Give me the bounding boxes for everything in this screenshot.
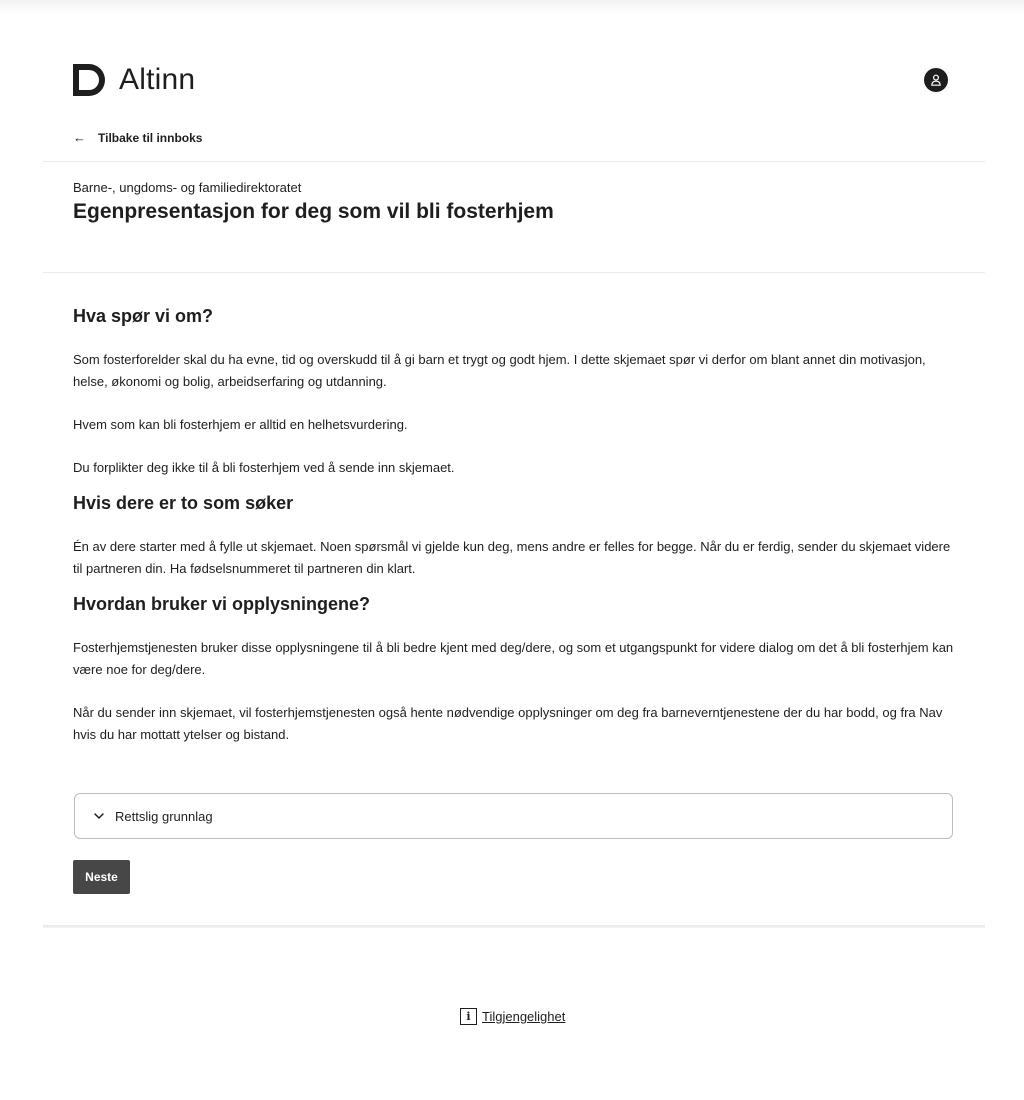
title-divider <box>43 272 985 273</box>
section-heading: Hvis dere er to som søker <box>73 493 294 513</box>
app-header <box>73 62 948 98</box>
legal-basis-accordion[interactable] <box>74 793 953 839</box>
paragraph: Når du sender inn skjemaet, vil fosterhjemstjenesten også hente nødvendige opplysninger om deg fra barneverntjenestene der du har bodd, og fra Nav hvis du har mottatt ytelser og bistand. <box>73 705 943 742</box>
paragraph: Du forplikter deg ikke til å bli fosterhjem ved å sende inn skjemaet. <box>73 460 455 475</box>
section-what-we-ask <box>73 304 955 479</box>
altinn-logo[interactable] <box>73 62 195 98</box>
person-icon <box>930 74 942 86</box>
form-intro-content <box>73 304 955 767</box>
accessibility-link[interactable]: Tilgjengelighet <box>482 1009 566 1024</box>
section-heading: Hvordan bruker vi opplysningene? <box>73 594 371 614</box>
top-shadow <box>0 0 1024 14</box>
section-heading: Hva spør vi om? <box>73 306 214 326</box>
back-to-inbox-link[interactable] <box>73 130 202 145</box>
paragraph: Som fosterforelder skal du ha evne, tid og overskudd til å gi barn et trygt og godt hjem. I dette skjemaet spør vi derfor om blant annet din motivasjon, helse, økonomi og bolig, arbeidserfaring og utdanning. <box>73 352 926 389</box>
arrow-left-icon: ← <box>73 130 86 145</box>
logo-text: Altinn <box>119 63 196 96</box>
content-bottom-border <box>43 925 985 928</box>
header-divider <box>43 161 985 162</box>
page-title: Egenpresentasjon for deg som vil bli fosterhjem <box>73 200 554 223</box>
paragraph: Hvem som kan bli fosterhjem er alltid en helhetsvurdering. <box>73 417 408 432</box>
footer <box>460 1008 565 1025</box>
paragraph: Fosterhjemstjenesten bruker disse opplysningene til å bli bedre kjent med deg/dere, og som et utgangspunkt for videre dialog om det å bli fosterhjem kan være noe for deg/dere. <box>73 640 954 677</box>
organization-name: Barne-, ungdoms- og familiedirektoratet <box>73 180 302 195</box>
section-how-we-use-info <box>73 592 955 746</box>
accordion-label: Rettslig grunnlag <box>115 808 213 824</box>
section-two-applicants <box>73 491 955 580</box>
back-label: Tilbake til innboks <box>98 130 203 145</box>
next-button[interactable]: Neste <box>73 860 130 894</box>
chevron-down-icon <box>93 810 105 822</box>
altinn-logo-icon <box>73 64 105 96</box>
info-icon: i <box>460 1008 477 1025</box>
profile-button[interactable] <box>924 68 948 92</box>
paragraph: Én av dere starter med å fylle ut skjemaet. Noen spørsmål vi gjelde kun deg, mens andre er felles for begge. Når du er ferdig, sender du skjemaet videre til partneren din. Ha fødselsnummeret til partneren din klart. <box>73 539 951 576</box>
